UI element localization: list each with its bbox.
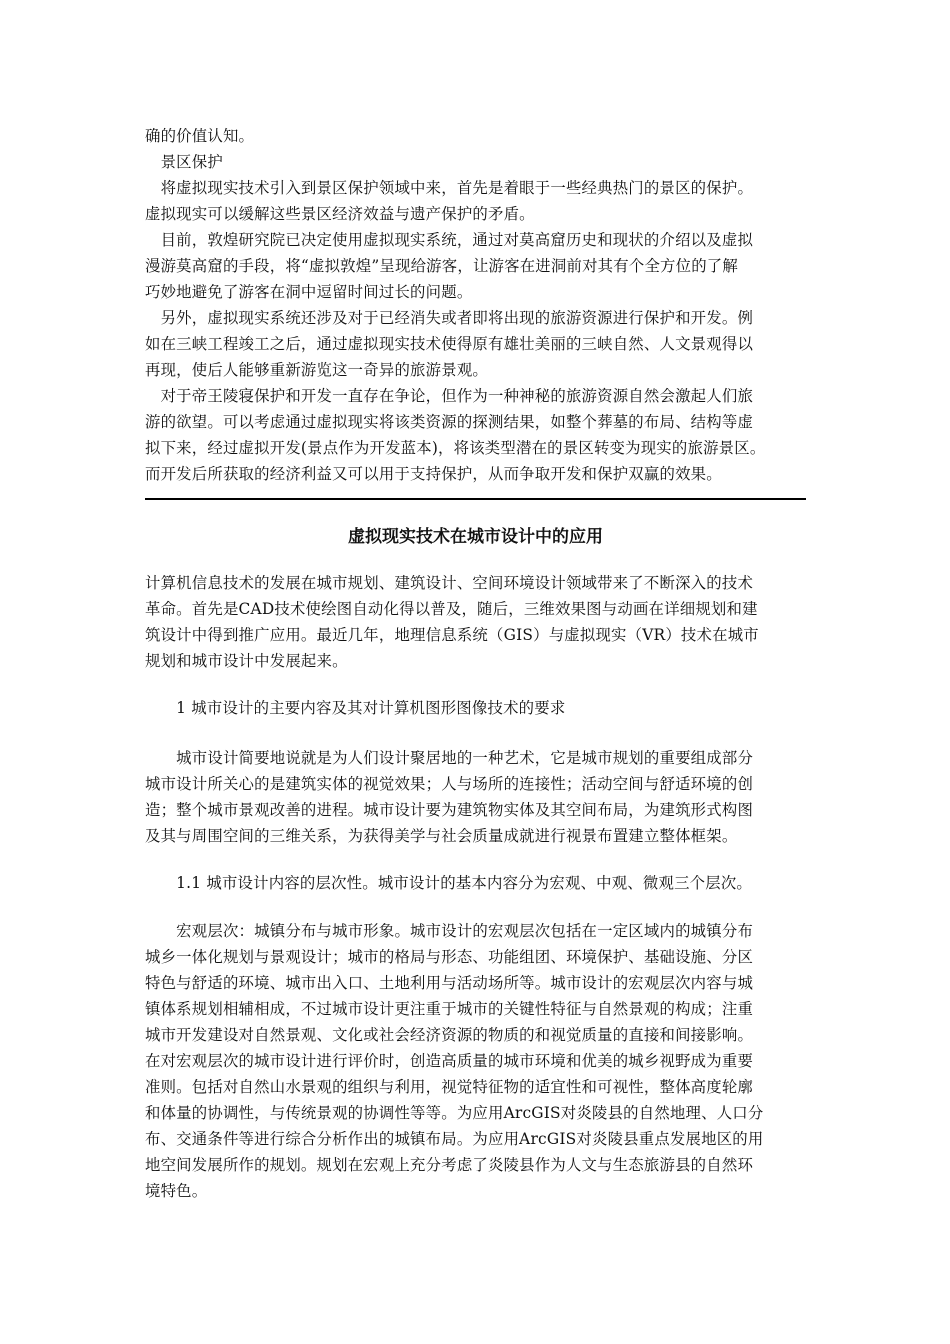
text-line: 再现，使后人能够重新游览这一奇异的旅游景观。 (145, 361, 488, 379)
text-line: 准则。包括对自然山水景观的组织与利用，视觉特征物的适宜性和可视性，整体高度轮廓 (145, 1078, 754, 1096)
section-heading: 1.1 城市设计内容的层次性。城市设计的基本内容分为宏观、中观、微观三个层次。 (145, 874, 753, 892)
text-line: 及其与周围空间的三维关系，为获得美学与社会质量成就进行视景布置建立整体框架。 (145, 827, 738, 845)
text-line: 在对宏观层次的城市设计进行评价时，创造高质量的城市环境和优美的城乡视野成为重要 (145, 1052, 754, 1070)
text-line: 漫游莫高窟的手段，将“虚拟敦煌”呈现给游客，让游客在进洞前对其有个全方位的了解 (145, 257, 738, 275)
text-line: 和体量的协调性，与传统景观的协调性等等。为应用ArcGIS对炎陵县的自然地理、人口分 (145, 1104, 764, 1122)
text-line: 城市开发建设对自然景观、文化或社会经济资源的物质的和视觉质量的直接和间接影响。 (145, 1026, 754, 1044)
text-line: 筑设计中得到推广应用。最近几年，地理信息系统（GIS）与虚拟现实（VR）技术在城市 (145, 626, 759, 644)
text-line: 将虚拟现实技术引入到景区保护领域中来，首先是着眼于一些经典热门的景区的保护。 (145, 179, 754, 197)
article-title: 虚拟现实技术在城市设计中的应用 (348, 527, 603, 547)
text-line: 目前，敦煌研究院已决定使用虚拟现实系统，通过对莫高窟历史和现状的介绍以及虚拟 (145, 231, 754, 249)
text-line: 城市设计所关心的是建筑实体的视觉效果；人与场所的连接性；活动空间与舒适环境的创 (145, 775, 754, 793)
text-line: 对于帝王陵寝保护和开发一直存在争论，但作为一种神秘的旅游资源自然会激起人们旅 (145, 387, 754, 405)
text-line: 境特色。 (145, 1182, 208, 1200)
text-line: 城乡一体化规划与景观设计；城市的格局与形态、功能组团、环境保护、基础设施、分区 (145, 948, 754, 966)
section-heading-scenic-protection: 景区保护 (145, 153, 223, 171)
text-line: 巧妙地避免了游客在洞中逗留时间过长的问题。 (145, 283, 473, 301)
text-line: 如在三峡工程竣工之后，通过虚拟现实技术使得原有雄壮美丽的三峡自然、人文景观得以 (145, 335, 754, 353)
text-line: 特色与舒适的环境、城市出入口、土地利用与活动场所等。城市设计的宏观层次内容与城 (145, 974, 754, 992)
text-line: 另外，虚拟现实系统还涉及对于已经消失或者即将出现的旅游资源进行保护和开发。例 (145, 309, 754, 327)
text-line: 革命。首先是CAD技术使绘图自动化得以普及，随后，三维效果图与动画在详细规划和建 (145, 600, 758, 618)
text-line: 虚拟现实可以缓解这些景区经济效益与遗产保护的矛盾。 (145, 205, 535, 223)
horizontal-divider (145, 498, 806, 500)
text-line: 地空间发展所作的规划。规划在宏观上充分考虑了炎陵县作为人文与生态旅游县的自然环 (145, 1156, 754, 1174)
text-line: 造；整个城市景观改善的进程。城市设计要为建筑物实体及其空间布局，为建筑形式构图 (145, 801, 754, 819)
text-line: 确的价值认知。 (145, 127, 255, 145)
text-line: 镇体系规划相辅相成，不过城市设计更注重于城市的关键性特征与自然景观的构成；注重 (145, 1000, 754, 1018)
text-line: 拟下来，经过虚拟开发(景点作为开发蓝本)，将该类型潜在的景区转变为现实的旅游景区。 (145, 439, 766, 457)
text-line: 布、交通条件等进行综合分析作出的城镇布局。为应用ArcGIS对炎陵县重点发展地区的用 (145, 1130, 764, 1148)
section-heading: 1 城市设计的主要内容及其对计算机图形图像技术的要求 (145, 699, 566, 717)
text-line: 城市设计简要地说就是为人们设计聚居地的一种艺术，它是城市规划的重要组成部分 (145, 749, 754, 767)
text-line: 宏观层次：城镇分布与城市形象。城市设计的宏观层次包括在一定区域内的城镇分布 (145, 922, 754, 940)
text-line: 游的欲望。可以考虑通过虚拟现实将该类资源的探测结果，如整个葬墓的布局、结构等虚 (145, 413, 754, 431)
text-line: 而开发后所获取的经济利益又可以用于支持保护，从而争取开发和保护双赢的效果。 (145, 465, 722, 483)
text-line: 规划和城市设计中发展起来。 (145, 652, 348, 670)
text-line: 计算机信息技术的发展在城市规划、建筑设计、空间环境设计领域带来了不断深入的技术 (145, 574, 754, 592)
